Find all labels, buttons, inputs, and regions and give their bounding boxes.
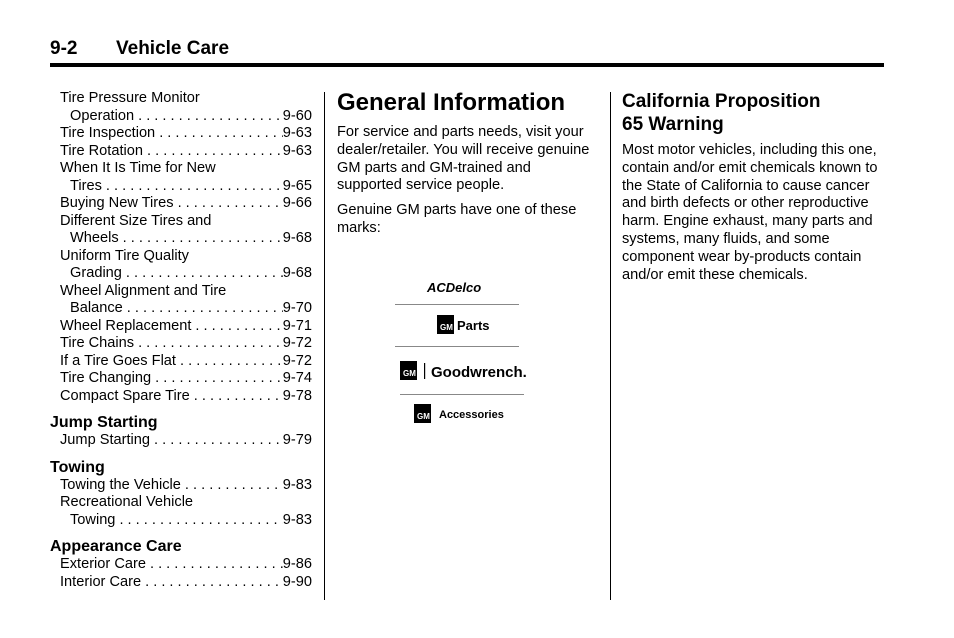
toc-page-number: 9-66 — [282, 195, 312, 211]
toc-entry-title: If a Tire Goes Flat — [60, 352, 176, 369]
toc-entry — [50, 283, 312, 318]
dot-leader — [122, 265, 283, 283]
toc-entry — [50, 195, 312, 213]
dot-leader — [115, 512, 282, 530]
toc-entry-title: Towing — [70, 511, 116, 528]
chapter-title: Vehicle Care — [116, 38, 230, 59]
toc-entry-title: Operation — [70, 107, 135, 124]
toc-entry — [50, 353, 312, 371]
gm-logo-text: GM — [403, 369, 416, 378]
toc-page-number: 9-63 — [282, 142, 312, 159]
toc-entry-title: Interior Care — [60, 573, 142, 590]
toc-entry — [50, 432, 312, 450]
toc-page-number: 9-68 — [282, 265, 312, 281]
logo-separator — [395, 346, 519, 347]
toc-entry — [50, 477, 312, 495]
toc-entry-title: Compact Spare Tire — [60, 387, 190, 404]
toc-heading-jump-starting: Jump Starting — [50, 414, 158, 431]
dot-leader — [141, 574, 283, 592]
toc-page-number: 9-83 — [282, 476, 312, 493]
toc-heading-appearance-care: Appearance Care — [50, 538, 182, 555]
toc-entry-title: Tire Inspection — [60, 125, 156, 141]
toc-entry-line — [60, 108, 312, 126]
toc-entry-title: Wheel Replacement — [60, 317, 192, 334]
toc-entry-title: Buying New Tires — [60, 195, 174, 211]
logo-divider — [424, 363, 425, 379]
toc-entry-title: Recreational Vehicle — [60, 494, 194, 510]
column-divider — [610, 92, 611, 600]
toc-page-number: 9-71 — [282, 317, 312, 334]
dot-leader — [134, 335, 283, 353]
dot-leader — [191, 318, 282, 336]
dot-leader — [134, 108, 283, 126]
toc-page-number: 9-74 — [282, 370, 312, 386]
toc-entry-title: Different Size Tires and — [60, 212, 212, 229]
title-line: California Proposition — [622, 91, 821, 112]
toc-entry — [50, 318, 312, 336]
page-header — [50, 38, 884, 68]
toc-entry — [50, 494, 312, 529]
gm-logo-text: GM — [417, 412, 430, 421]
toc-entry-title: Jump Starting — [60, 432, 151, 448]
dot-leader — [123, 300, 283, 318]
toc-entry-title: Uniform Tire Quality — [60, 247, 189, 264]
toc-page-number: 9-79 — [282, 432, 312, 448]
acdelco-logo: ACDelco — [427, 280, 482, 295]
dot-leader — [119, 230, 283, 248]
toc-entry-line — [60, 125, 312, 143]
toc-entry — [50, 556, 312, 574]
dot-leader — [146, 556, 283, 574]
toc-page-number: 9-68 — [282, 230, 312, 246]
toc-heading-towing: Towing — [50, 458, 105, 476]
toc-page-number: 9-90 — [282, 573, 312, 590]
toc-entry-title: Exterior Care — [60, 556, 146, 572]
paragraph: For service and parts needs, visit your dealer/retailer. You will receive genuine GM parts and GM-trained and supported service people. — [337, 124, 590, 194]
toc-entry-line — [60, 574, 312, 592]
page-number: 9-2 — [50, 38, 78, 59]
toc-towing-entries — [50, 477, 312, 530]
toc-page-number: 9-83 — [282, 511, 312, 528]
toc-page-number: 9-86 — [282, 556, 312, 572]
dot-leader — [181, 477, 283, 495]
toc-entry — [50, 370, 312, 388]
toc-entry — [50, 574, 312, 592]
dot-leader — [176, 353, 283, 371]
toc-page-number: 9-72 — [282, 352, 312, 369]
toc-page-number: 9-72 — [282, 335, 312, 351]
toc-entry-title: Tires — [70, 177, 102, 194]
toc-entry-line — [60, 432, 312, 450]
toc-entry — [50, 125, 312, 143]
section-title: General Information — [337, 89, 566, 116]
toc-entry-line — [60, 477, 312, 495]
toc-tire-entries — [50, 90, 312, 405]
paragraph: Genuine GM parts have one of these marks: — [337, 202, 577, 236]
toc-entry-title: Tire Chains — [60, 335, 135, 351]
toc-entry-line — [60, 318, 312, 336]
toc-jump-entries — [50, 432, 312, 450]
toc-entry-title: Towing the Vehicle — [60, 476, 181, 493]
gm-parts-marks — [395, 270, 545, 435]
toc-entry-line — [60, 388, 312, 406]
general-information-section — [337, 88, 597, 238]
toc-page-number: 9-60 — [282, 107, 312, 124]
toc-column — [50, 90, 312, 591]
toc-entry-line — [60, 143, 312, 161]
dot-leader — [151, 370, 283, 388]
logo-separator — [395, 304, 519, 305]
toc-page-number: 9-65 — [282, 177, 312, 194]
toc-entry — [50, 335, 312, 353]
dot-leader — [174, 195, 283, 213]
section-title — [622, 90, 884, 136]
dot-leader — [150, 432, 283, 450]
toc-entry-title: Tire Pressure Monitor — [60, 90, 200, 106]
parts-logo-text: Parts — [457, 318, 490, 333]
toc-page-number: 9-63 — [282, 125, 312, 141]
toc-entry-line — [60, 300, 312, 318]
dot-leader — [155, 125, 283, 143]
gm-marks-graphic — [395, 270, 545, 435]
toc-entry-line — [60, 353, 312, 371]
toc-entry — [50, 160, 312, 195]
toc-page-number: 9-78 — [282, 387, 312, 404]
toc-entry-title: Tire Rotation — [60, 142, 144, 159]
goodwrench-logo-text: Goodwrench. — [431, 364, 527, 381]
toc-page-number: 9-70 — [282, 300, 312, 316]
column-divider — [324, 92, 325, 600]
toc-entry-line — [60, 335, 312, 353]
california-prop65-section — [622, 90, 884, 284]
toc-entry-line — [60, 370, 312, 388]
toc-entry-title: When It Is Time for New — [60, 160, 216, 176]
logo-separator — [400, 394, 524, 395]
dot-leader — [190, 388, 283, 406]
toc-entry-line — [60, 556, 312, 574]
toc-entry-line — [60, 512, 312, 530]
toc-entry — [50, 143, 312, 161]
title-line: 65 Warning — [622, 114, 724, 135]
accessories-logo-text: Accessories — [439, 409, 504, 421]
header-rule — [50, 63, 884, 67]
toc-entry-title: Balance — [70, 300, 123, 316]
toc-entry-line — [60, 178, 312, 196]
gm-logo-text: GM — [440, 323, 453, 332]
dot-leader — [143, 143, 283, 161]
toc-entry-title: Wheel Alignment and Tire — [60, 282, 227, 299]
toc-entry-title: Wheels — [70, 230, 119, 246]
toc-entry — [50, 248, 312, 283]
toc-entry — [50, 90, 312, 125]
toc-entry — [50, 388, 312, 406]
toc-entry-line — [60, 195, 312, 213]
toc-appearance-entries — [50, 556, 312, 591]
toc-entry-title: Tire Changing — [60, 370, 152, 386]
toc-entry — [50, 213, 312, 248]
toc-entry-title: Grading — [70, 265, 122, 281]
toc-entry-line — [60, 230, 312, 248]
paragraph: Most motor vehicles, including this one, contain and/or emit chemicals known to the State of California to cause cancer and birth defects or other reproductive harm. Engine exhaust, many parts and systems, many fluids, and some component wear by-products contain and/or emit these chemicals. — [622, 142, 878, 283]
dot-leader — [102, 178, 283, 196]
toc-entry-line — [60, 265, 312, 283]
